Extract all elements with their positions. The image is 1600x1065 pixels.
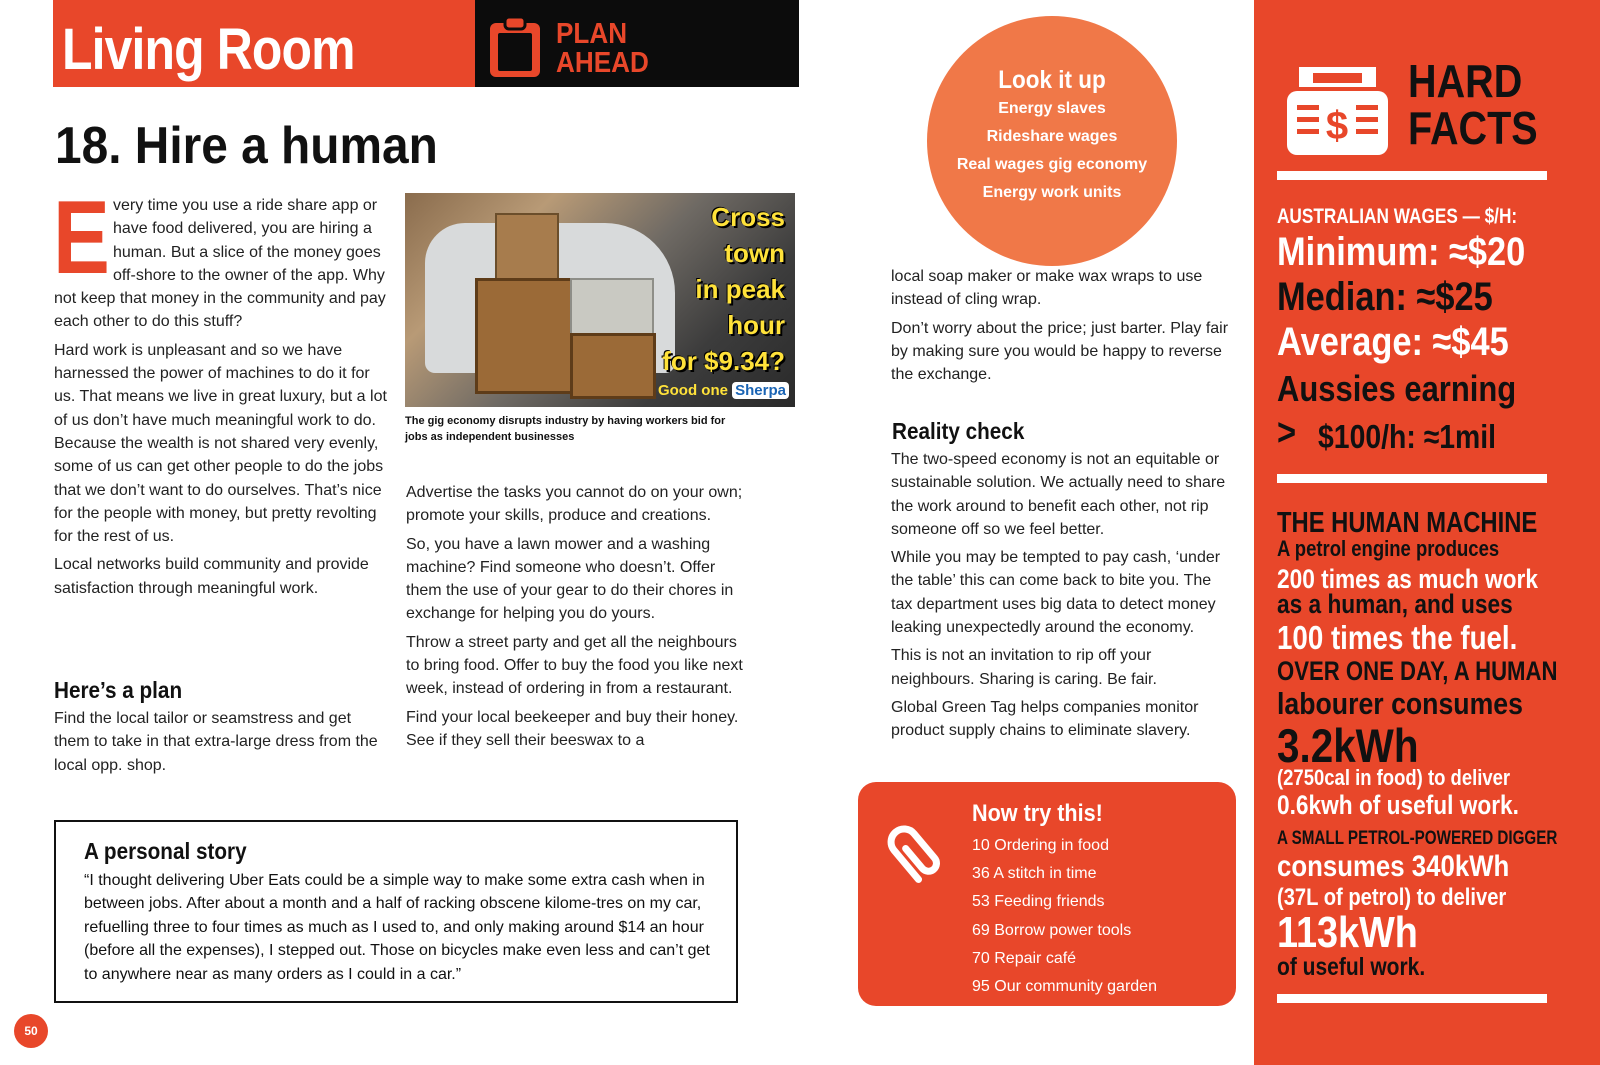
paragraph: Hard work is unpleasant and so we have harnessed the power of machines to do it for us. That means we live in great luxury, but a lot of us don’t have much meaningful work to do. Because the wealth is not shared very evenly, some of us can get other people to do the jobs that we don’t want to do ourselves. That’s nice for the people with money, but pretty revolting for the rest of us. [54,341,387,546]
photo-footer [658,382,789,399]
overlay-line: Cross [711,202,785,232]
photo-footer-text: Good one [657,382,728,399]
fact-line: 0.6kwh of useful work. [1277,790,1519,820]
wage-median: Median: ≈$25 [1277,275,1493,319]
intro-text: very time you use a ride share app or have food delivered, you are hiring a human. But a slice of the money goes off-shore to the owner of the app. Why not keep that money in the community and pay each other to do this stuff? [54,197,386,331]
look-it-up-item[interactable]: Energy work units [982,184,1122,201]
hundred-per-hour: $100/h: ≈1mil [1318,418,1497,455]
paperclip-icon [880,820,950,890]
fact-line: (2750cal in food) to deliver [1277,765,1511,790]
gig-economy-photo [405,193,795,407]
overlay-line: hour [727,310,785,340]
dropcap-letter: E [53,180,110,296]
look-it-up-item[interactable]: Rideshare wages [986,128,1118,145]
fact-line: as a human, and uses [1277,589,1513,619]
look-it-up-item[interactable]: Energy slaves [998,100,1106,117]
fact-line: consumes 340kWh [1277,850,1510,883]
wage-average: Average: ≈$45 [1277,320,1509,364]
dropcap-spacer [54,194,113,280]
human-machine-heading: THE HUMAN MACHINE [1277,507,1538,539]
paragraph: Local networks build community and provide satisfaction through meaningful work. [54,556,369,597]
plan-ahead-text: PLAN AHEAD [556,18,649,79]
hard-facts-title-line: FACTS [1408,102,1538,154]
fact-highlight: 3.2kWh [1277,719,1419,772]
clipboard-icon [489,15,541,78]
fact-highlight: 113kWh [1277,908,1418,957]
look-it-up-title: Look it up [998,66,1106,94]
photo-overlay-text [655,199,785,379]
paragraph: The two-speed economy is not an equitable or sustainable solution. We actually need to share the work around to benefit each other, not rip someone off so we feel better. [891,451,1226,538]
plan-body [54,707,389,782]
fact-line: A petrol engine produces [1277,536,1500,561]
paragraph: Throw a street party and get all the neighbours to bring food. Offer to buy the food you like next week, instead of ordering in from a restaurant. [406,633,743,698]
look-it-up-circle [927,16,1177,266]
intro-paragraph [53,180,389,334]
paragraph: This is not an invitation to rip off your neighbours. Sharing is caring. Be fair. [891,647,1157,688]
column-2 [406,481,746,757]
wages-label: AUSTRALIAN WAGES — $/H: [1277,205,1518,228]
paragraph: While you may be tempted to pay cash, ‘under the table’ this can come back to bite you. The tax department uses big data to detect money leaking unexpectedly around the economy. [891,549,1221,637]
try-item[interactable]: 95 Our community garden [972,978,1157,996]
photo-caption: The gig economy disrupts industry by having workers bid for jobs as independent businesses [405,415,726,443]
paragraph: local soap maker or make wax wraps to use instead of cling wrap. [891,268,1203,309]
paragraph: So, you have a lawn mower and a washing machine? Find someone who doesn’t. Offer them the use of your gear to do their chores in exchange for helping you do yours. [406,535,734,623]
try-item[interactable]: 36 A stitch in time [972,865,1097,883]
box-shape [475,278,576,394]
try-item[interactable]: 69 Borrow power tools [972,921,1132,939]
story-body: “I thought delivering Uber Eats could be a simple way to make some extra cash when in between jobs. After about a month and a half of racking obscene kilome-tres on my car, refuelling three to four times as much as I used to, and only making around $14 an hour (before all the expenses), I stepped out. Those on bicycles make even less and can’t get to anywhere near as many orders as I could in a car.” [84,872,710,983]
page-number: 50 [14,1014,48,1048]
hard-facts-title-line: HARD [1408,55,1523,107]
paragraph: Advertise the tasks you cannot do on your own; promote your skills, produce and creations. [406,484,743,525]
fact-line: of useful work. [1277,953,1426,981]
section-title: Living Room [62,17,355,82]
column-3 [891,265,1236,391]
intro-text-wrap [53,180,389,334]
plan-heading: Here’s a plan [54,677,183,703]
fact-line: 100 times the fuel. [1277,619,1518,656]
hard-facts-title [1408,55,1538,154]
now-try-this-title: Now try this! [972,800,1103,827]
column-1 [53,180,389,605]
try-item[interactable]: 10 Ordering in food [972,837,1109,854]
story-heading: A personal story [84,838,247,864]
paragraph: Find the local tailor or seamstress and get them to take in that extra-large dress from the local opp. shop. [54,710,378,774]
fact-line: labourer consumes [1277,686,1523,721]
fact-line: 200 times as much work [1277,564,1538,594]
greater-than: > [1277,412,1297,454]
fact-line: A SMALL PETROL-POWERED DIGGER [1277,828,1558,849]
article-title: 18. Hire a human [55,117,438,175]
aussies-earning: Aussies earning [1277,368,1517,409]
try-item[interactable]: 70 Repair café [972,949,1077,967]
divider [1277,994,1547,1003]
svg-text:$: $ [1325,104,1349,148]
overlay-line: town [724,238,785,268]
overlay-line: in peak [695,274,785,304]
fact-line: (37L of petrol) to deliver [1277,884,1507,911]
box-shape [570,333,656,399]
divider [1277,474,1547,483]
reality-check-body [891,448,1236,748]
wage-minimum: Minimum: ≈$20 [1277,230,1526,274]
reality-check-heading: Reality check [892,418,1025,444]
sherpa-logo: Sherpa [732,382,789,399]
now-try-this-list [972,832,1157,1001]
overlay-line: for $9.34? [662,346,785,376]
paragraph: Don’t worry about the price; just barter. Play fair by making sure you would be happy to reverse the exchange. [891,319,1229,384]
divider [1277,171,1547,180]
box-shape [495,213,559,287]
plan-ahead-label [556,18,649,79]
cash-register-icon [1285,65,1390,157]
look-it-up-item[interactable]: Real wages gig economy [956,156,1148,173]
paragraph: Find your local beekeeper and buy their honey. See if they sell their beeswax to a [406,708,739,749]
fact-line: OVER ONE DAY, A HUMAN [1277,656,1558,686]
paragraph: Global Green Tag helps companies monitor product supply chains to eliminate slavery. [891,698,1199,740]
try-item[interactable]: 53 Feeding friends [972,893,1105,911]
